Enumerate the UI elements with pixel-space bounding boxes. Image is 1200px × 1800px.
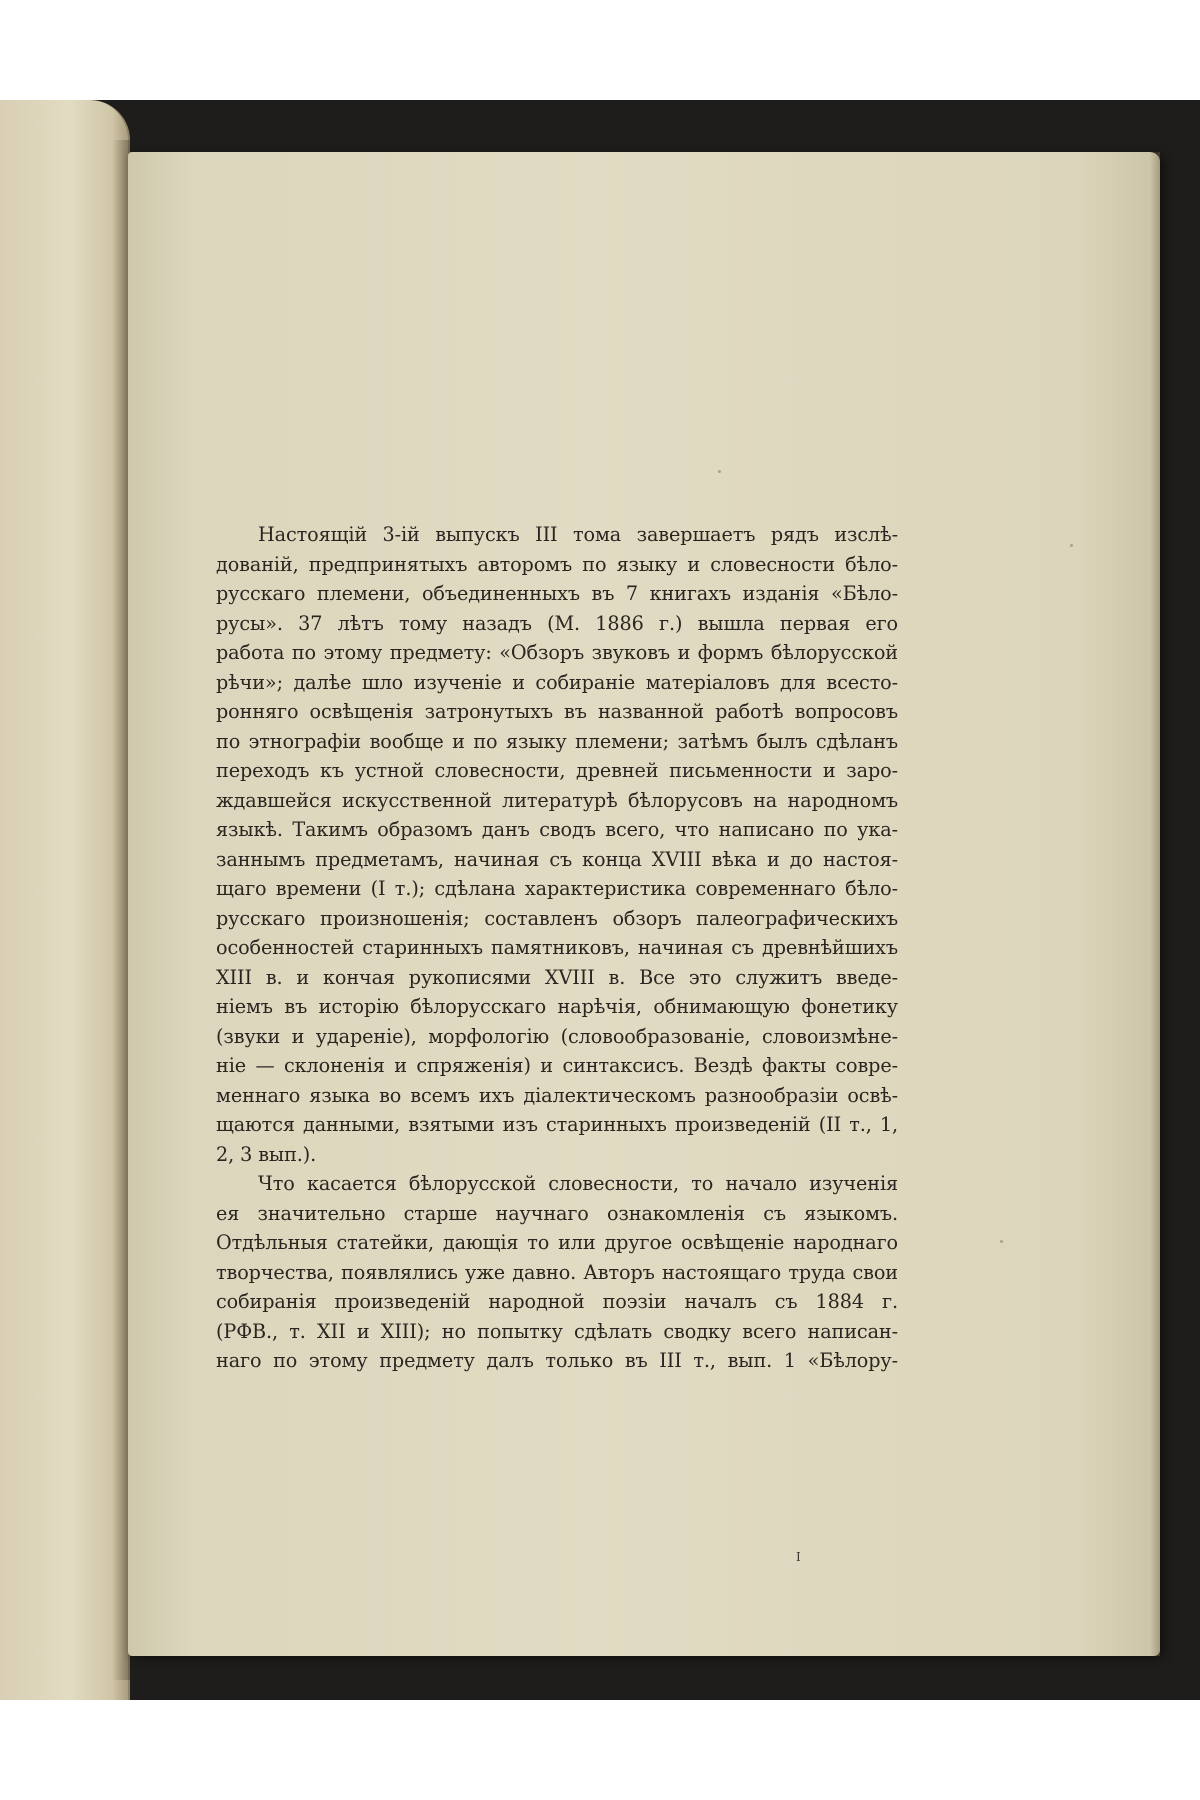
text-line: особенностей старинныхъ памятниковъ, начиная съ древнѣйшихъ	[216, 936, 898, 959]
text-line: русскаго произношенія; составленъ обзоръ палеографическихъ	[216, 906, 898, 930]
text-line: заннымъ предметамъ, начиная съ конца XVIII вѣка и до настоя-	[216, 847, 898, 871]
left-page	[0, 100, 130, 1700]
text-line: работа по этому предмету: «Обзоръ звуковъ и формъ бѣлорусской	[216, 641, 898, 664]
right-page-edge	[1150, 152, 1160, 1656]
right-page	[128, 152, 1160, 1656]
paper-fleck	[1000, 1240, 1003, 1243]
text-line: XIII в. и кончая рукописями XVIII в. Все это служитъ введе-	[216, 965, 898, 989]
text-line: ронняго освѣщенія затронутыхъ въ названной работѣ вопросовъ	[216, 700, 898, 723]
body-text	[216, 520, 898, 1376]
text-line: переходъ къ устной словесности, древней письменности и заро-	[216, 759, 898, 782]
text-line: Настоящій 3-ій выпускъ III тома завершаетъ рядъ изслѣ-	[258, 523, 898, 546]
text-line: ждавшейся искусственной литературѣ бѣлорусовъ на народномъ	[216, 788, 898, 812]
text-line: ніе — склоненія и спряженія) и синтаксисъ. Вездѣ факты совре-	[216, 1054, 898, 1077]
text-line: языкѣ. Такимъ образомъ данъ сводъ всего, что написано по ука-	[216, 818, 898, 841]
text-line: русы». 37 лѣтъ тому назадъ (М. 1886 г.) вышла первая его	[216, 611, 898, 635]
text-line: 2, 3 вып.).	[216, 1142, 317, 1166]
book-photo-scene	[0, 100, 1200, 1700]
text-line: русскаго племени, объединенныхъ въ 7 книгахъ изданія «Бѣло-	[216, 582, 898, 605]
text-line: наго по этому предмету далъ только въ III т., вып. 1 «Бѣлору-	[216, 1349, 898, 1372]
text-line: Что касается бѣлорусской словесности, то начало изученія	[258, 1172, 898, 1195]
signature-mark: I	[796, 1550, 801, 1564]
paper-fleck	[718, 470, 721, 473]
text-line: по этнографіи вообще и по языку племени; затѣмъ былъ сдѣланъ	[216, 729, 898, 753]
text-line: собиранія произведеній народной поэзіи началъ съ 1884 г.	[216, 1290, 898, 1313]
text-line: ніемъ въ исторію бѣлорусскаго нарѣчія, обнимающую фонетику	[216, 995, 898, 1018]
text-line: меннаго языка во всемъ ихъ діалектическомъ разнообразіи освѣ-	[216, 1083, 898, 1107]
text-line: рѣчи»; далѣе шло изученіе и собираніе матеріаловъ для всесто-	[216, 670, 898, 694]
text-line: ея значительно старше научнаго ознакомленія съ языкомъ.	[216, 1201, 898, 1225]
text-line: (РФВ., т. XII и XIII); но попытку сдѣлать сводку всего написан-	[216, 1319, 898, 1343]
text-line: щаго времени (I т.); сдѣлана характеристика современнаго бѣло-	[216, 877, 898, 900]
text-line: творчества, появлялись уже давно. Авторъ настоящаго труда свои	[216, 1260, 898, 1284]
text-line: щаются данными, взятыми изъ старинныхъ произведеній (II т., 1,	[216, 1113, 898, 1136]
text-line: Отдѣльныя статейки, дающія то или другое освѣщеніе народнаго	[216, 1231, 898, 1254]
paper-fleck	[1070, 544, 1073, 547]
text-line: дованій, предпринятыхъ авторомъ по языку и словесности бѣло-	[216, 552, 898, 576]
text-line: (звуки и удареніе), морфологію (словообразованіе, словоизмѣне-	[216, 1024, 898, 1048]
